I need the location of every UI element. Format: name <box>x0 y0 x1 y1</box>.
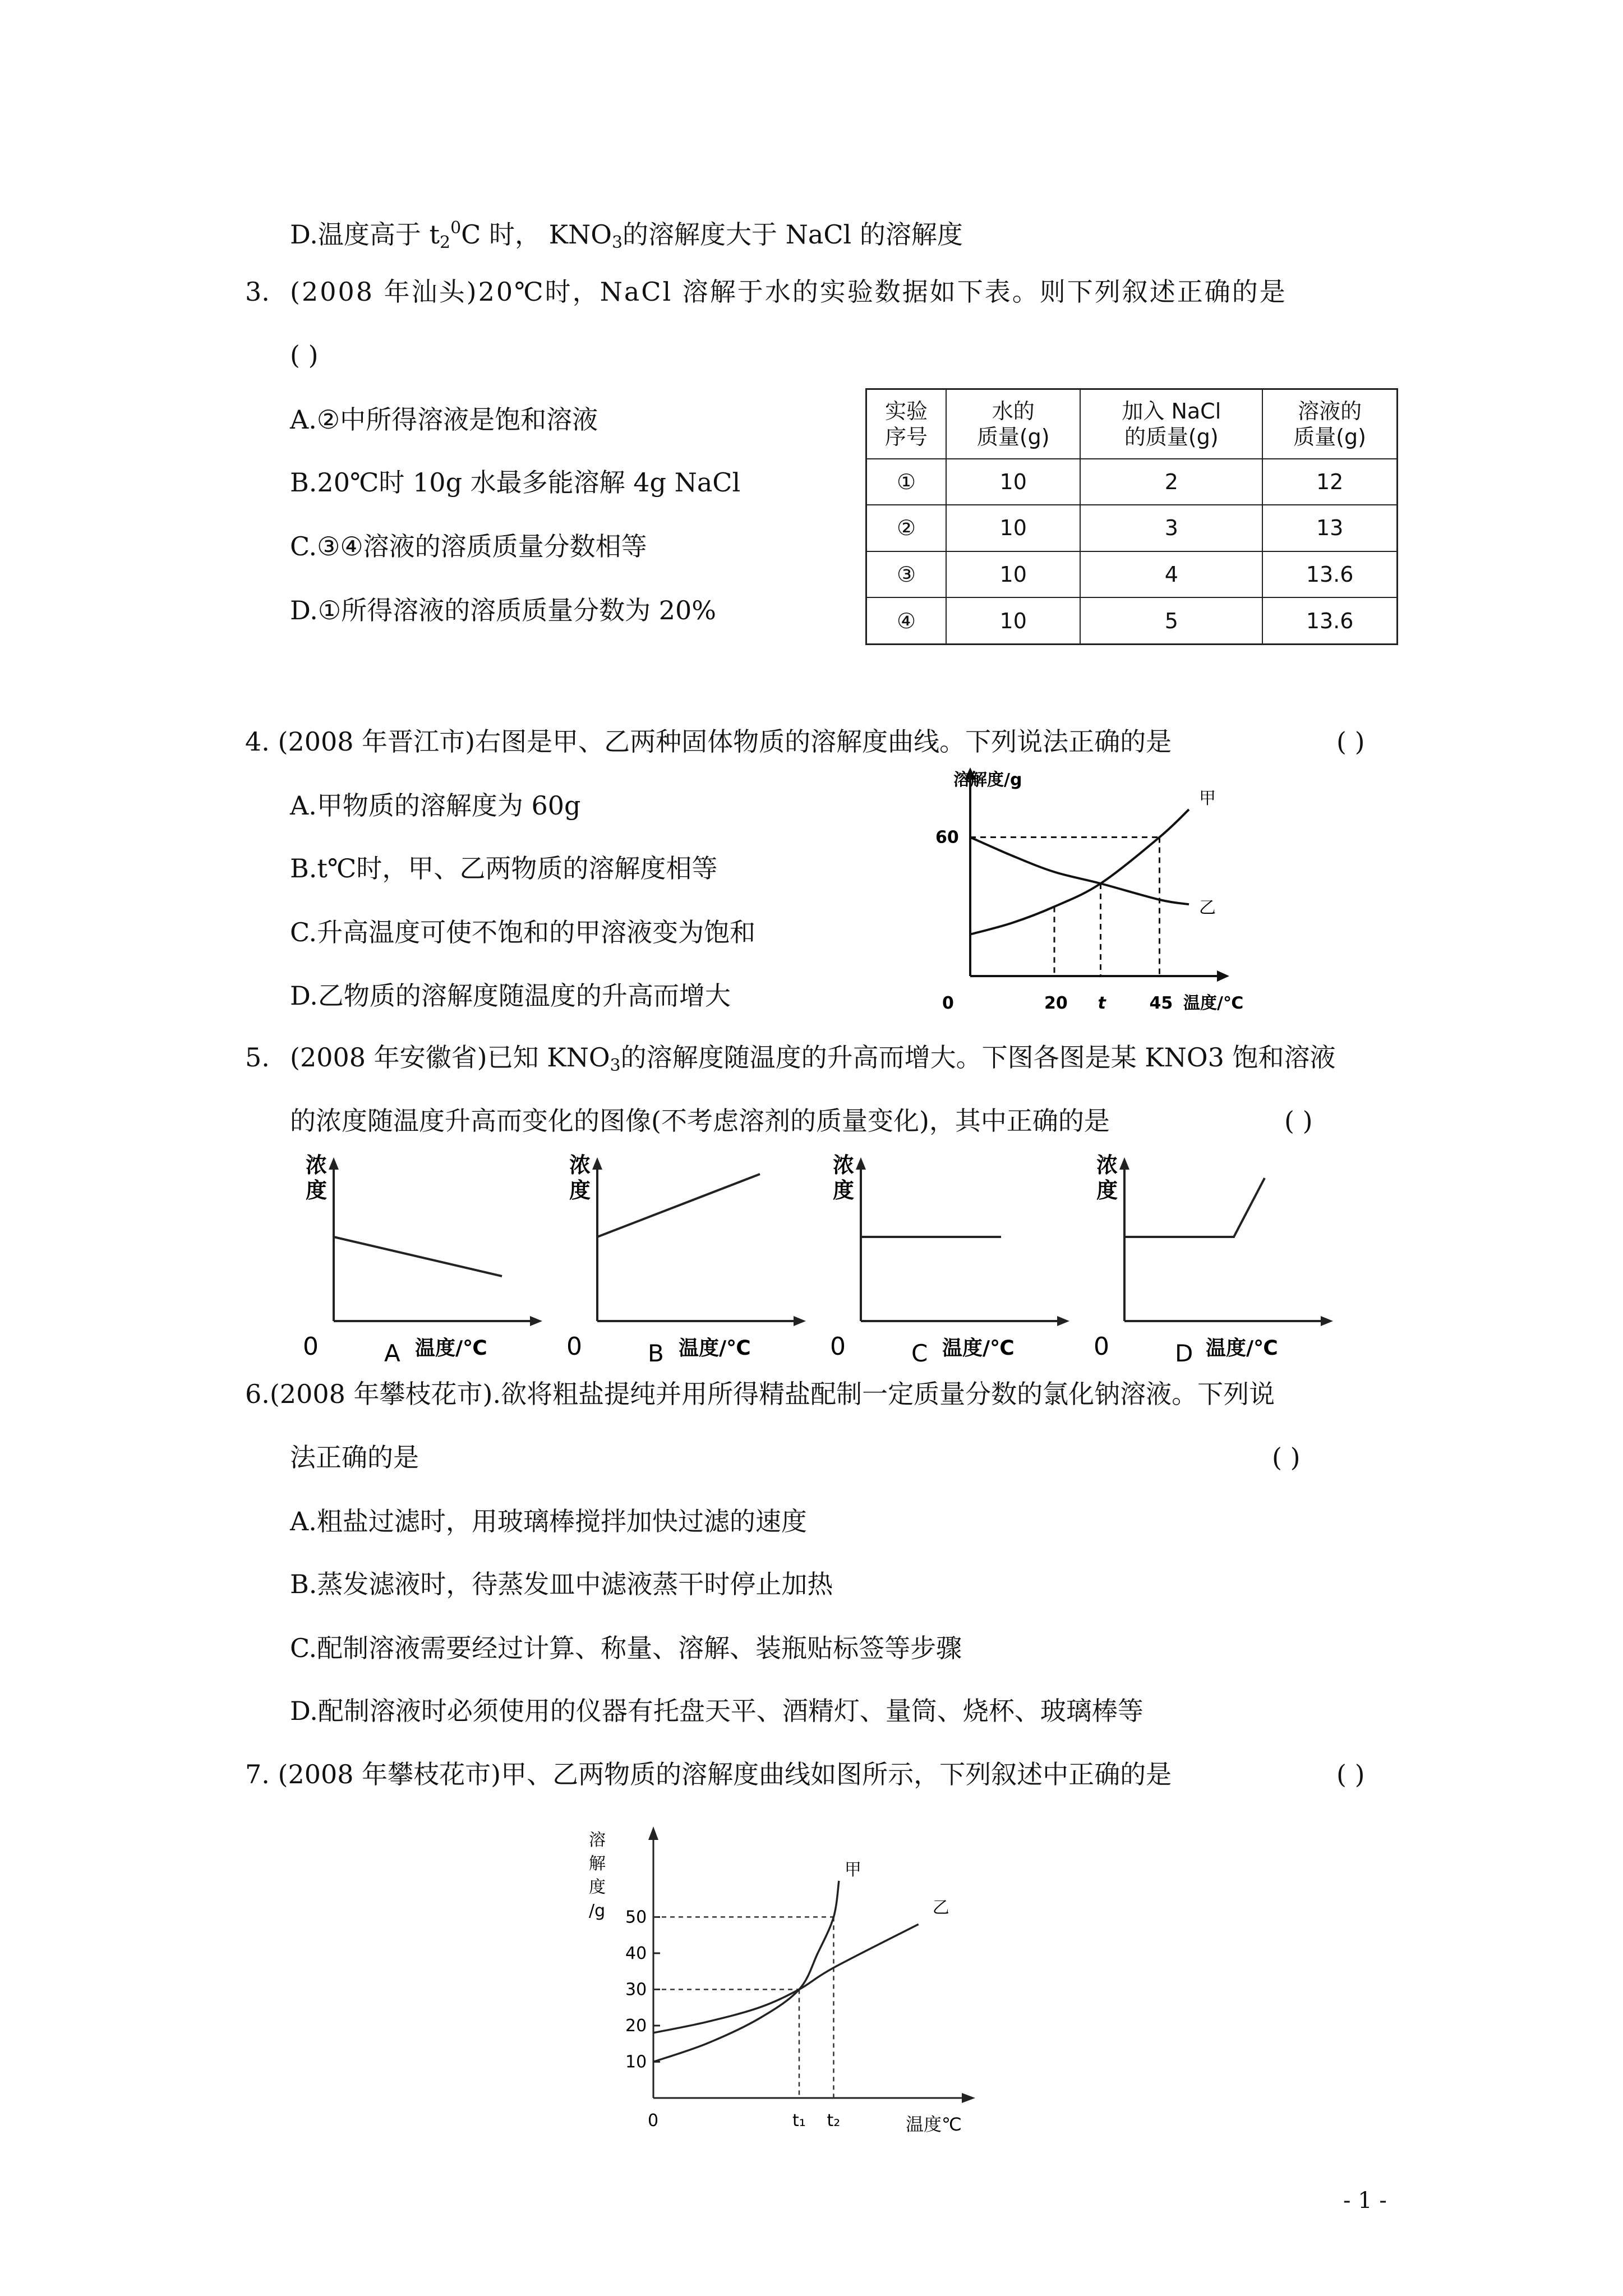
graph-x-label: 温度/℃ <box>942 1337 1015 1360</box>
q3-option-b: B.20℃时 10g 水最多能溶解 4g NaCl <box>290 467 741 498</box>
graph-origin: 0 <box>303 1332 319 1361</box>
q5-stem: (2008 年安徽省)已知 $KNO_3$的溶解度随温度的升高而增大。下图各图是某 KNO3 饱和溶液 <box>290 1042 1336 1075</box>
q3-option-d: D.①所得溶液的溶质质量分数为 20% <box>290 595 716 625</box>
y-tick-label: 20 <box>625 2016 647 2036</box>
graph-y-label: 度 <box>1096 1178 1118 1203</box>
table-cell: 2 <box>1080 459 1262 505</box>
x-axis-label: 温度/℃ <box>1183 993 1244 1013</box>
table-cell: 3 <box>1080 505 1262 551</box>
x-axis-arrow-icon <box>794 1316 806 1326</box>
table-cell: 13.6 <box>1262 597 1397 644</box>
graph-y-label: 浓 <box>1096 1153 1118 1177</box>
table-cell: ② <box>866 505 947 551</box>
q4-option-a: A.甲物质的溶解度为 60g <box>290 790 581 821</box>
table-cell: 5 <box>1080 597 1262 644</box>
graph-y-label: 浓 <box>569 1153 591 1177</box>
page-number: - 1 - <box>1343 2188 1387 2214</box>
series-line-甲 <box>653 1881 839 2062</box>
q6-option-a: A.粗盐过滤时，用玻璃棒搅拌加快过滤的速度 <box>290 1506 807 1536</box>
series-line-甲 <box>970 809 1189 935</box>
table-header-cell: 加入 NaCl 的质量(g) <box>1080 389 1262 459</box>
table-row <box>866 551 1398 598</box>
table-cell: 10 <box>946 597 1080 644</box>
table-header-cell: 溶液的 质量(g) <box>1262 389 1397 459</box>
x-tick-label: 20 <box>1044 993 1068 1013</box>
graph-x-label: 温度/℃ <box>679 1337 751 1360</box>
y-axis-label: 度 <box>589 1878 606 1897</box>
graph-curve-B <box>597 1174 760 1237</box>
x-tick-label: t <box>1098 993 1106 1013</box>
q6-answer-bracket: ( ) <box>1272 1442 1301 1473</box>
graph-option-letter: A <box>384 1340 400 1363</box>
q6-option-d: D.配制溶液时必须使用的仪器有托盘天平、酒精灯、量筒、烧杯、玻璃棒等 <box>290 1696 1144 1726</box>
q5-stem-line2: 的浓度随温度升高而变化的图像(不考虑溶剂的质量变化)，其中正确的是 <box>290 1106 1110 1136</box>
q3-data-table <box>865 388 1398 645</box>
graph-y-label: 浓 <box>833 1153 855 1177</box>
q6-option-b: B.蒸发滤液时，待蒸发皿中滤液蒸干时停止加热 <box>290 1569 833 1599</box>
q4-answer-bracket: ( ) <box>1336 726 1365 757</box>
graph-x-label: 温度/℃ <box>1206 1337 1278 1360</box>
q7-solubility-chart <box>572 1823 987 2137</box>
y-axis-arrow-icon <box>648 1826 658 1840</box>
q3-answer-bracket: ( ) <box>290 340 319 370</box>
x-tick-label: 45 <box>1149 993 1173 1013</box>
y-axis-arrow-icon <box>329 1157 339 1170</box>
y-tick-label: 60 <box>935 827 959 848</box>
q4-option-d: D.乙物质的溶解度随温度的升高而增大 <box>290 981 731 1011</box>
table-cell: 12 <box>1262 459 1397 505</box>
series-line-乙 <box>653 1924 919 2033</box>
table-header-row <box>866 389 1398 459</box>
y-tick-label: 50 <box>625 1907 647 1927</box>
table-row <box>866 505 1398 551</box>
q4-stem: 4. (2008 年晋江市)右图是甲、乙两种固体物质的溶解度曲线。下列说法正确的是 <box>245 726 1172 757</box>
q4-option-b: B.t℃时，甲、乙两物质的溶解度相等 <box>290 853 718 884</box>
q6-option-c: C.配制溶液需要经过计算、称量、溶解、装瓶贴标签等步骤 <box>290 1633 962 1663</box>
graph-y-label: 度 <box>569 1178 591 1203</box>
graph-x-label: 温度/℃ <box>415 1337 487 1360</box>
x-tick-label: t₂ <box>827 2111 841 2131</box>
y-tick-label: 30 <box>625 1980 647 2000</box>
x-axis-arrow-icon <box>530 1316 542 1326</box>
table-row <box>866 597 1398 644</box>
series-label: 乙 <box>932 1898 949 1918</box>
table-cell: ① <box>866 459 947 505</box>
graph-origin: 0 <box>830 1332 846 1361</box>
origin-label: 0 <box>942 993 954 1013</box>
q3-number: 3. <box>245 277 270 307</box>
y-axis-label: /g <box>589 1901 606 1921</box>
q7-stem: 7. (2008 年攀枝花市)甲、乙两物质的溶解度曲线如图所示，下列叙述中正确的是 <box>245 1759 1172 1789</box>
q4-option-c: C.升高温度可使不饱和的甲溶液变为饱和 <box>290 917 756 947</box>
table-cell: 4 <box>1080 551 1262 598</box>
table-header-cell: 实验 序号 <box>866 389 947 459</box>
origin-label: 0 <box>648 2111 659 2131</box>
table-cell: 13.6 <box>1262 551 1397 598</box>
table-cell: 13 <box>1262 505 1397 551</box>
q6-stem: 6.(2008 年攀枝花市).欲将粗盐提纯并用所得精盐配制一定质量分数的氯化钠溶液。下列说 <box>245 1379 1275 1409</box>
table-cell: 10 <box>946 459 1080 505</box>
table-header-cell: 水的 质量(g) <box>946 389 1080 459</box>
x-axis-label: 温度℃ <box>906 2114 962 2135</box>
q2-option-d: D.温度高于 $t_2^0C$ 时， $KNO_3$的溶解度大于 NaCl 的溶解度 <box>290 218 963 252</box>
x-axis-arrow-icon <box>1057 1316 1069 1326</box>
graph-curve-D <box>1124 1178 1265 1237</box>
series-label: 甲 <box>1199 789 1216 808</box>
x-tick-label: t₁ <box>792 2111 806 2131</box>
series-label: 甲 <box>844 1860 861 1880</box>
q4-solubility-chart <box>925 763 1256 1015</box>
graph-option-letter: B <box>648 1340 664 1363</box>
graph-option-letter: C <box>911 1340 928 1363</box>
graph-origin: 0 <box>1094 1332 1109 1361</box>
y-tick-label: 10 <box>625 2052 647 2072</box>
q5-answer-bracket: ( ) <box>1284 1106 1313 1136</box>
y-tick-label: 40 <box>625 1943 647 1963</box>
y-axis-label: 溶解度/g <box>953 770 1022 790</box>
graph-y-label: 浓 <box>306 1153 328 1177</box>
q5-number: 5. <box>245 1042 270 1073</box>
y-axis-arrow-icon <box>592 1157 602 1170</box>
table-cell: ③ <box>866 551 947 598</box>
q3-stem: (2008 年汕头)20℃时，NaCl 溶解于水的实验数据如下表。则下列叙述正确的是 <box>290 277 1287 307</box>
q7-answer-bracket: ( ) <box>1336 1759 1365 1789</box>
q5-concentration-graphs <box>286 1144 1385 1363</box>
y-axis-arrow-icon <box>856 1157 866 1170</box>
q6-stem-line2: 法正确的是 <box>290 1442 419 1473</box>
q3-option-a: A.②中所得溶液是饱和溶液 <box>290 404 598 435</box>
graph-option-letter: D <box>1175 1340 1193 1363</box>
graph-curve-A <box>334 1237 502 1276</box>
graph-y-label: 度 <box>306 1178 328 1203</box>
table-row <box>866 459 1398 505</box>
y-axis-label: 解 <box>589 1854 606 1874</box>
y-axis-arrow-icon <box>1119 1157 1129 1170</box>
series-label: 乙 <box>1199 898 1216 918</box>
table-cell: 10 <box>946 505 1080 551</box>
x-axis-arrow-icon <box>1217 970 1229 982</box>
q3-option-c: C.③④溶液的溶质质量分数相等 <box>290 531 647 562</box>
x-axis-arrow-icon <box>1321 1316 1333 1326</box>
y-axis-label: 溶 <box>589 1830 606 1850</box>
x-axis-arrow-icon <box>962 2093 975 2103</box>
graph-y-label: 度 <box>833 1178 855 1203</box>
table-cell: ④ <box>866 597 947 644</box>
table-cell: 10 <box>946 551 1080 598</box>
graph-origin: 0 <box>566 1332 582 1361</box>
